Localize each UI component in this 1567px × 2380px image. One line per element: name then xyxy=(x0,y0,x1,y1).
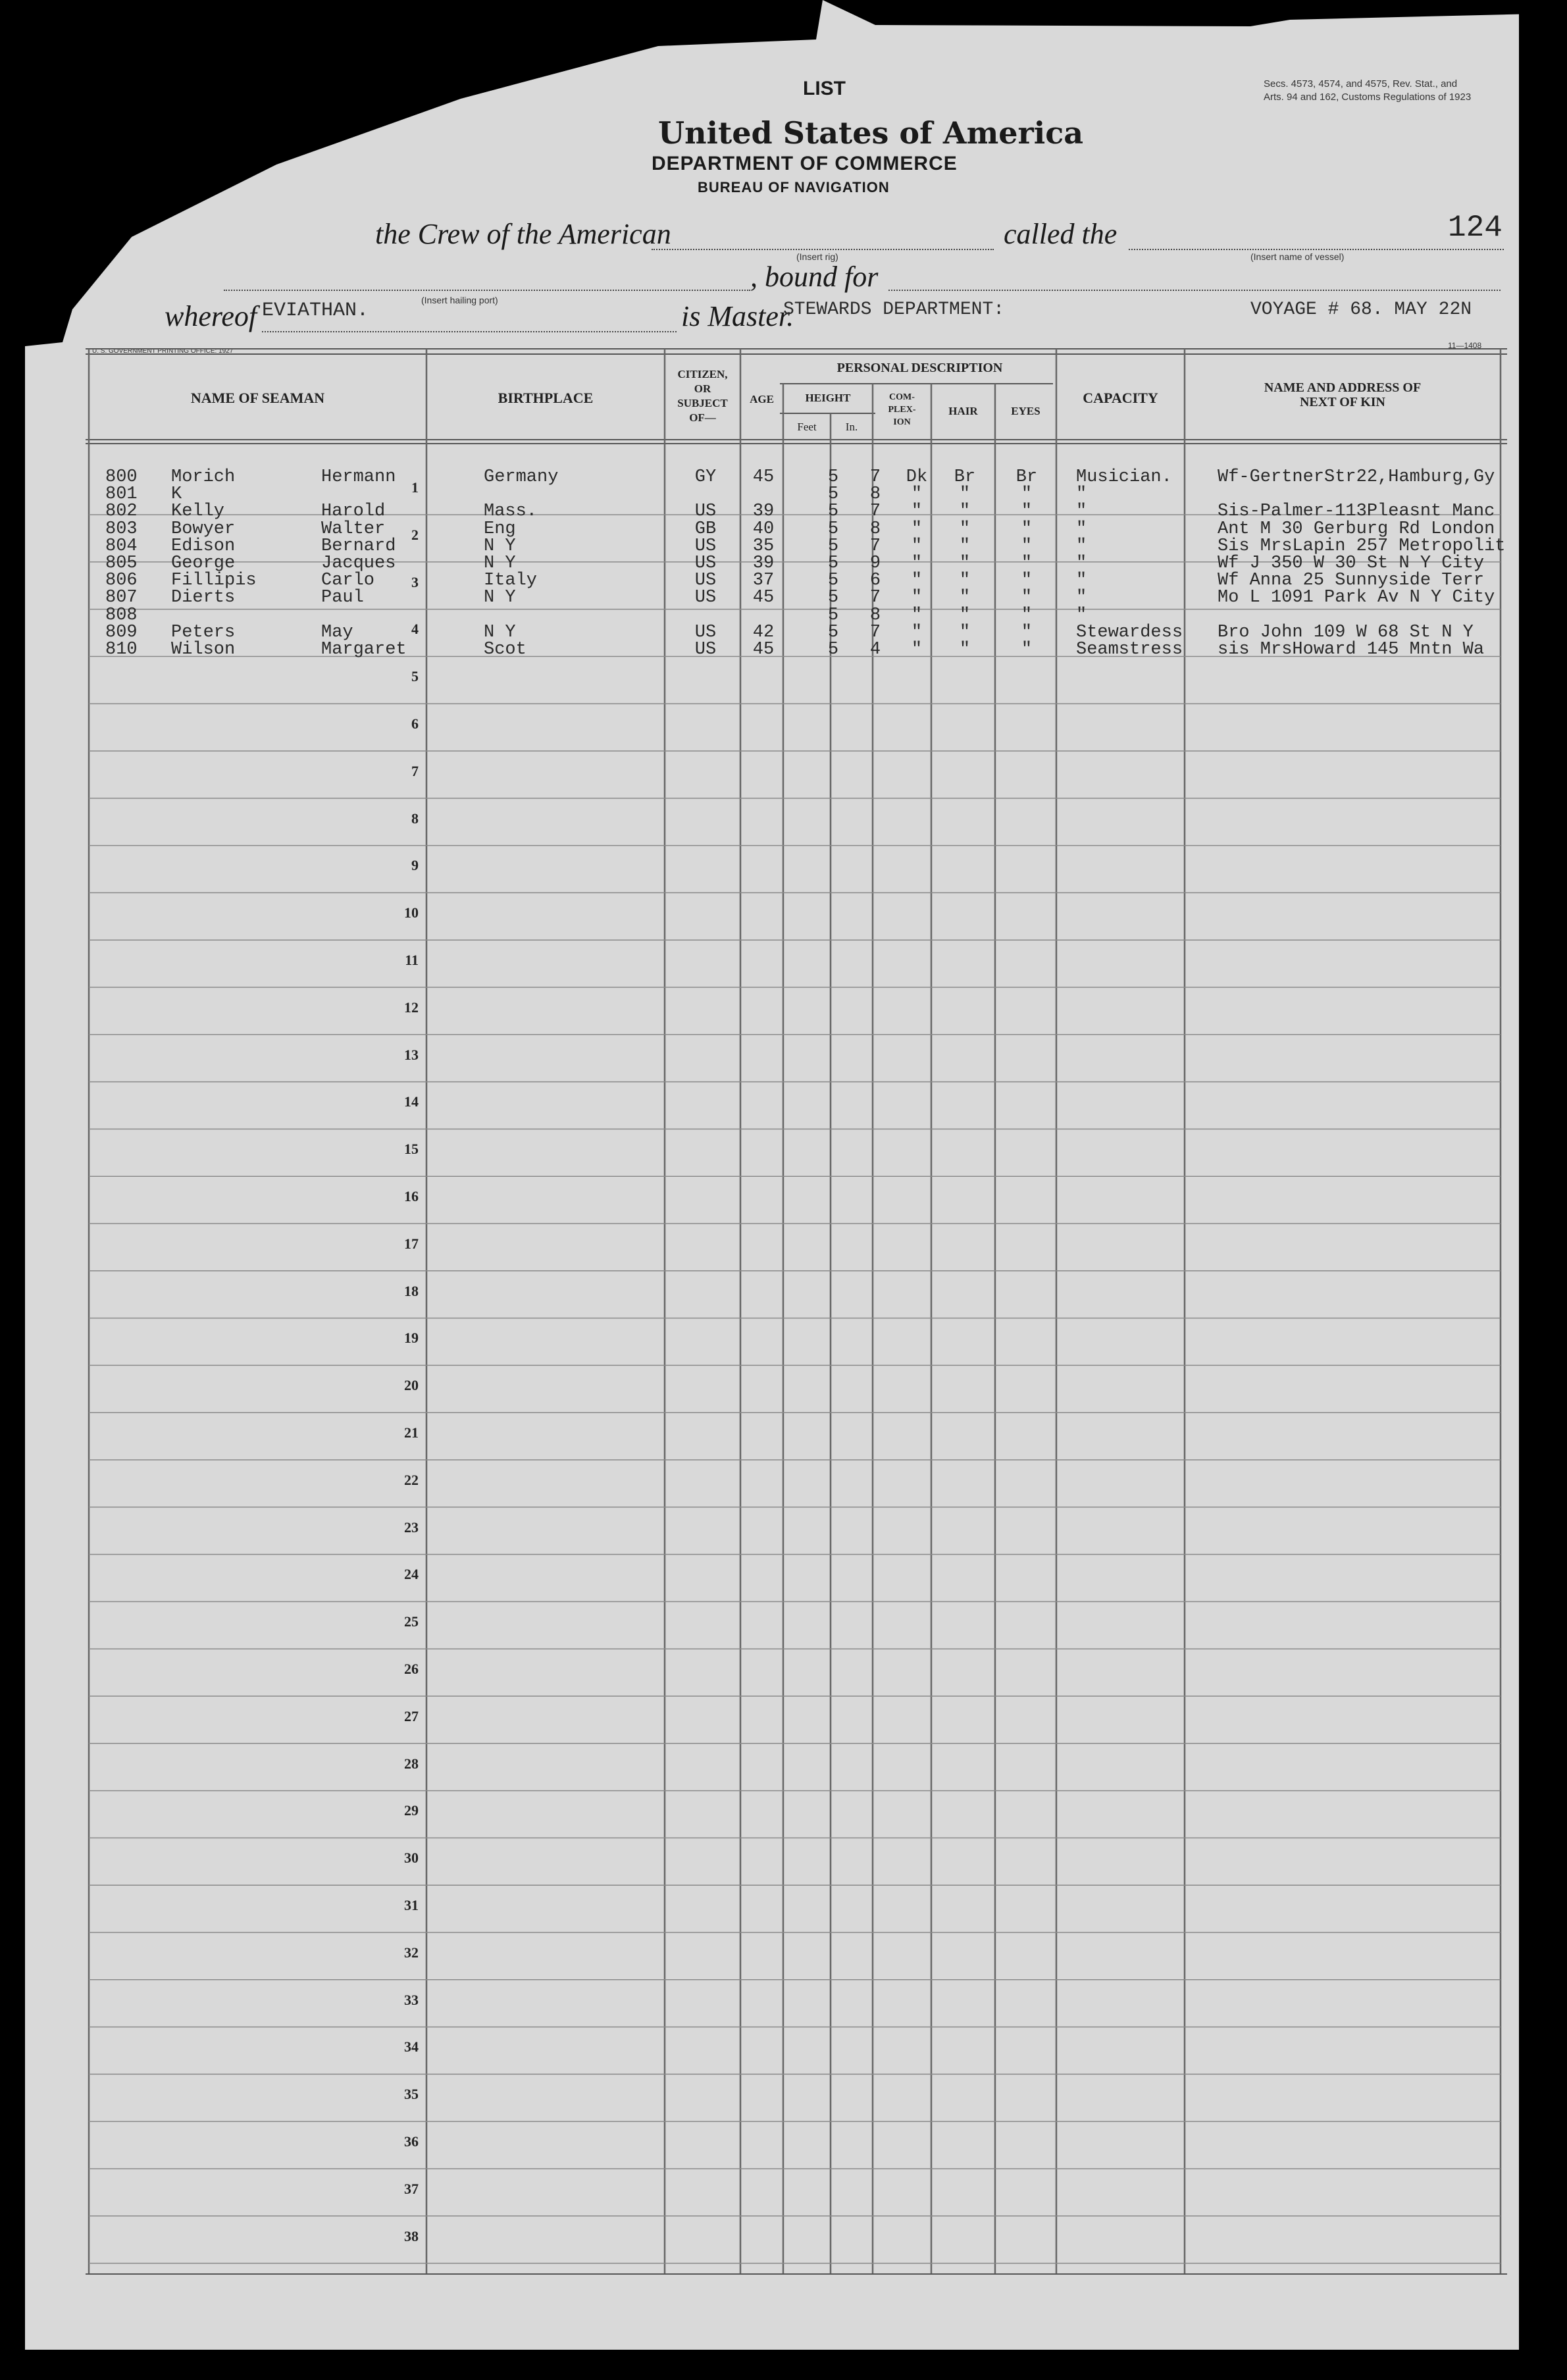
cell-capacity: " xyxy=(1076,605,1087,625)
cell-citizen: GY xyxy=(694,467,717,487)
cell-inches: 7 xyxy=(869,622,881,642)
cell-inches: 7 xyxy=(869,467,881,487)
cell-birthplace: Scot xyxy=(484,640,527,660)
cell-eyes: " xyxy=(1021,588,1033,608)
cell-surname: K xyxy=(171,484,182,505)
cell-eyes: " xyxy=(1021,571,1033,591)
cell-complexion: " xyxy=(911,640,923,660)
cell-age: 37 xyxy=(752,571,775,591)
cell-feet: 5 xyxy=(827,502,839,522)
cell-id: 801 xyxy=(105,484,138,505)
cell-feet: 5 xyxy=(827,554,839,573)
cell-inches: 8 xyxy=(869,484,881,505)
cell-inches: 8 xyxy=(869,519,881,539)
cell-age: 39 xyxy=(752,502,775,522)
cell-complexion: " xyxy=(911,502,923,522)
cell-surname: George xyxy=(171,554,236,573)
cell-given: Carlo xyxy=(321,571,375,591)
line-number: 24 xyxy=(404,1566,419,1583)
cell-citizen: US xyxy=(694,622,717,642)
line-number: 20 xyxy=(404,1377,419,1394)
cell-surname: Kelly xyxy=(171,502,225,522)
cell-age: 45 xyxy=(752,467,775,487)
cell-capacity: " xyxy=(1076,554,1087,573)
cell-capacity: Stewardess xyxy=(1076,622,1183,642)
line-number: 1 xyxy=(411,479,419,496)
cell-id: 800 xyxy=(105,467,138,487)
line-number: 14 xyxy=(404,1093,419,1110)
cell-citizen: US xyxy=(694,502,717,522)
cell-eyes: " xyxy=(1021,536,1033,556)
line-number: 32 xyxy=(404,1944,419,1961)
statute-line: Arts. 94 and 162, Customs Regulations of 1923 xyxy=(1264,91,1472,103)
cell-complexion: " xyxy=(911,605,923,625)
called-label: called the xyxy=(1004,218,1117,250)
cell-feet: 5 xyxy=(827,571,839,591)
cell-given: Walter xyxy=(321,519,386,539)
col-eyes: EYES xyxy=(1011,405,1040,417)
cell-id: 804 xyxy=(105,536,138,556)
cell-surname: Peters xyxy=(171,622,236,642)
cell-feet: 5 xyxy=(827,622,839,642)
cell-inches: 6 xyxy=(869,571,881,591)
cell-kin: Sis MrsLapin 257 Metropolit xyxy=(1218,536,1506,556)
cell-hair: " xyxy=(959,571,971,591)
master-label: is Master. xyxy=(681,300,794,332)
form-code: 11—1408 xyxy=(1448,341,1482,350)
cell-feet: 5 xyxy=(827,536,839,556)
line-number: 4 xyxy=(411,621,419,638)
cell-inches: 8 xyxy=(869,605,881,625)
cell-birthplace: Germany xyxy=(484,467,559,487)
cell-id: 810 xyxy=(105,640,138,660)
voyage-info: VOYAGE # 68. MAY 22N xyxy=(1250,299,1472,320)
bureau-title: BUREAU OF NAVIGATION xyxy=(698,179,890,195)
cell-id: 807 xyxy=(105,588,138,608)
page-number: 124 xyxy=(1448,211,1503,245)
cell-age: 40 xyxy=(752,519,775,539)
cell-kin: Wf-GertnerStr22,Hamburg,Gy xyxy=(1218,467,1495,487)
cell-hair: " xyxy=(959,605,971,625)
cell-age: 42 xyxy=(752,622,775,642)
line-number: 26 xyxy=(404,1661,419,1677)
statute-line: Secs. 4573, 4574, and 4575, Rev. Stat., and xyxy=(1264,78,1458,90)
cell-kin: Sis-Palmer-113Pleasnt Manc xyxy=(1218,502,1495,522)
cell-given: Margaret xyxy=(321,640,407,660)
cell-birthplace: N Y xyxy=(484,554,516,573)
cell-capacity: " xyxy=(1076,571,1087,591)
cell-citizen: US xyxy=(694,536,717,556)
port-hint: (Insert hailing port) xyxy=(421,295,498,305)
cell-age: 35 xyxy=(752,536,775,556)
cell-birthplace: N Y xyxy=(484,588,516,608)
cell-surname: Morich xyxy=(171,467,236,487)
cell-eyes: " xyxy=(1021,554,1033,573)
cell-hair: " xyxy=(959,484,971,505)
col-citizen xyxy=(665,367,740,425)
line-number: 27 xyxy=(404,1707,419,1724)
cell-capacity: " xyxy=(1076,502,1087,522)
cell-hair: " xyxy=(959,502,971,522)
cell-inches: 7 xyxy=(869,502,881,522)
cell-given: Hermann xyxy=(321,467,396,487)
cell-surname: Edison xyxy=(171,536,236,556)
cell-complexion: Dk xyxy=(906,467,928,487)
col-hair: HAIR xyxy=(948,405,978,417)
cell-complexion: " xyxy=(911,536,923,556)
cell-birthplace: Italy xyxy=(484,571,538,591)
line-number: 16 xyxy=(404,1188,419,1204)
cell-birthplace: Mass. xyxy=(484,502,538,522)
cell-feet: 5 xyxy=(827,605,839,625)
col-personal-description: PERSONAL DESCRIPTION xyxy=(836,361,1003,375)
cell-hair: " xyxy=(959,588,971,608)
cell-eyes: " xyxy=(1021,519,1033,539)
cell-given: Paul xyxy=(321,588,364,608)
cell-inches: 7 xyxy=(869,588,881,608)
cell-capacity: Seamstress xyxy=(1076,640,1183,660)
cell-hair: " xyxy=(959,554,971,573)
cell-inches: 9 xyxy=(869,554,881,573)
line-number: 18 xyxy=(404,1282,419,1299)
line-number: 23 xyxy=(404,1518,419,1536)
cell-hair: " xyxy=(959,536,971,556)
cell-complexion: " xyxy=(911,484,923,505)
col-citizen-line: CITIZEN, xyxy=(677,368,728,380)
line-number: 17 xyxy=(404,1235,419,1252)
cell-id: 805 xyxy=(105,554,138,573)
cell-given: May xyxy=(321,622,353,642)
line-number: 11 xyxy=(405,952,419,968)
col-complexion-line: COM- xyxy=(889,392,915,402)
line-number: 10 xyxy=(404,904,419,921)
vessel-hint: (Insert name of vessel) xyxy=(1250,251,1345,262)
cell-feet: 5 xyxy=(827,640,839,660)
cell-eyes: " xyxy=(1021,484,1033,505)
col-height: HEIGHT xyxy=(805,392,851,404)
line-number: 25 xyxy=(404,1613,419,1630)
cell-complexion: " xyxy=(911,622,923,642)
cell-citizen: US xyxy=(694,588,717,608)
cell-birthplace: N Y xyxy=(484,622,516,642)
cell-hair: " xyxy=(959,622,971,642)
line-number: 19 xyxy=(404,1330,419,1347)
cell-citizen: GB xyxy=(694,519,717,539)
col-feet: Feet xyxy=(797,421,817,433)
cell-id: 808 xyxy=(105,605,138,625)
col-complexion-line: PLEX- xyxy=(888,405,916,415)
line-number: 12 xyxy=(404,998,419,1016)
cell-hair: " xyxy=(959,519,971,539)
col-citizen-line: OF— xyxy=(689,411,716,424)
cell-kin: sis MrsHoward 145 Mntn Wa xyxy=(1218,640,1485,660)
line-number: 2 xyxy=(411,526,419,543)
cell-feet: 5 xyxy=(827,519,839,539)
country-title: United States of America xyxy=(658,115,1084,151)
line-number: 21 xyxy=(404,1424,419,1441)
cell-age: 39 xyxy=(752,554,775,573)
cell-feet: 5 xyxy=(827,484,839,505)
cell-id: 806 xyxy=(105,571,138,591)
col-complexion xyxy=(873,391,931,428)
cell-citizen: US xyxy=(694,554,717,573)
cell-citizen: US xyxy=(694,640,717,660)
cell-given: Harold xyxy=(321,502,386,522)
cell-id: 802 xyxy=(105,502,138,522)
form-title: LIST xyxy=(803,78,846,99)
cell-kin: Wf Anna 25 Sunnyside Terr xyxy=(1218,571,1485,591)
line-number: 30 xyxy=(404,1850,419,1867)
line-number: 34 xyxy=(404,2038,419,2056)
cell-capacity: Musician. xyxy=(1076,467,1172,487)
cell-feet: 5 xyxy=(827,588,839,608)
cell-given: Jacques xyxy=(321,554,396,573)
cell-eyes: " xyxy=(1021,622,1033,642)
cell-capacity: " xyxy=(1076,588,1087,608)
col-name-of-seaman: NAME OF SEAMAN xyxy=(190,390,325,406)
cell-birthplace: Eng xyxy=(484,519,516,539)
cell-eyes: " xyxy=(1021,605,1033,625)
line-number: 7 xyxy=(411,762,419,779)
line-number: 5 xyxy=(411,668,419,685)
cell-id: 809 xyxy=(105,622,138,642)
col-capacity: CAPACITY xyxy=(1083,390,1158,406)
line-number: 35 xyxy=(404,2086,419,2103)
vessel-name: EVIATHAN. xyxy=(262,299,369,322)
line-number: 22 xyxy=(404,1471,419,1488)
crew-line-label: the Crew of the American xyxy=(375,218,671,250)
cell-feet: 5 xyxy=(827,467,839,487)
department-typed: STEWARDS DEPARTMENT: xyxy=(783,299,1005,320)
line-number: 8 xyxy=(411,810,419,827)
cell-age: 45 xyxy=(752,640,775,660)
col-complexion-line: ION xyxy=(893,417,911,427)
col-kin-line: NAME AND ADDRESS OF xyxy=(1264,380,1422,395)
cell-surname: Dierts xyxy=(171,588,236,608)
cell-kin: Wf J 350 W 30 St N Y City xyxy=(1218,554,1485,573)
col-next-of-kin xyxy=(1185,380,1501,409)
cell-given: Bernard xyxy=(321,536,396,556)
cell-id: 803 xyxy=(105,519,138,539)
cell-hair: " xyxy=(959,640,971,660)
printing-office: U. S. GOVERNMENT PRINTING OFFICE: 1927 xyxy=(92,348,234,355)
cell-inches: 4 xyxy=(869,640,881,660)
cell-eyes: " xyxy=(1021,502,1033,522)
cell-capacity: " xyxy=(1076,519,1087,539)
cell-complexion: " xyxy=(911,571,923,591)
col-kin-line: NEXT OF KIN xyxy=(1299,395,1386,409)
rig-hint: (Insert rig) xyxy=(796,251,838,262)
line-number: 36 xyxy=(404,2133,419,2150)
cell-complexion: " xyxy=(911,554,923,573)
department-title: DEPARTMENT OF COMMERCE xyxy=(652,153,958,174)
col-birthplace: BIRTHPLACE xyxy=(498,390,594,406)
cell-surname: Wilson xyxy=(171,640,236,660)
cell-surname: Bowyer xyxy=(171,519,236,539)
col-citizen-line: SUBJECT xyxy=(677,397,728,409)
line-number: 29 xyxy=(404,1802,419,1819)
cell-kin: Bro John 109 W 68 St N Y xyxy=(1218,622,1474,642)
cell-citizen: US xyxy=(694,571,717,591)
line-number: 28 xyxy=(404,1755,419,1772)
cell-complexion: " xyxy=(911,519,923,539)
cell-birthplace: N Y xyxy=(484,536,516,556)
col-inches: In. xyxy=(845,421,858,433)
cell-capacity: " xyxy=(1076,536,1087,556)
col-age: AGE xyxy=(750,393,774,405)
line-number: 37 xyxy=(404,2180,419,2197)
line-number: 15 xyxy=(404,1141,419,1158)
line-number: 6 xyxy=(411,715,419,732)
line-number: 38 xyxy=(404,2227,419,2244)
line-number: 9 xyxy=(411,857,419,874)
whereof-label: whereof xyxy=(165,300,257,332)
line-number: 33 xyxy=(404,1991,419,2008)
line-number: 31 xyxy=(404,1897,419,1913)
cell-complexion: " xyxy=(911,588,923,608)
cell-eyes: Br xyxy=(1015,467,1038,487)
cell-kin: Ant M 30 Gerburg Rd London xyxy=(1218,519,1495,539)
cell-kin: Mo L 1091 Park Av N Y City xyxy=(1218,588,1495,608)
line-number: 13 xyxy=(404,1046,419,1063)
bound-for-label: , bound for xyxy=(750,261,879,293)
col-citizen-line: OR xyxy=(694,382,711,395)
cell-capacity: " xyxy=(1076,484,1087,505)
cell-inches: 7 xyxy=(869,536,881,556)
cell-hair: Br xyxy=(954,467,976,487)
line-number: 3 xyxy=(411,573,419,590)
cell-surname: Fillipis xyxy=(171,571,257,591)
cell-age: 45 xyxy=(752,588,775,608)
cell-eyes: " xyxy=(1021,640,1033,660)
